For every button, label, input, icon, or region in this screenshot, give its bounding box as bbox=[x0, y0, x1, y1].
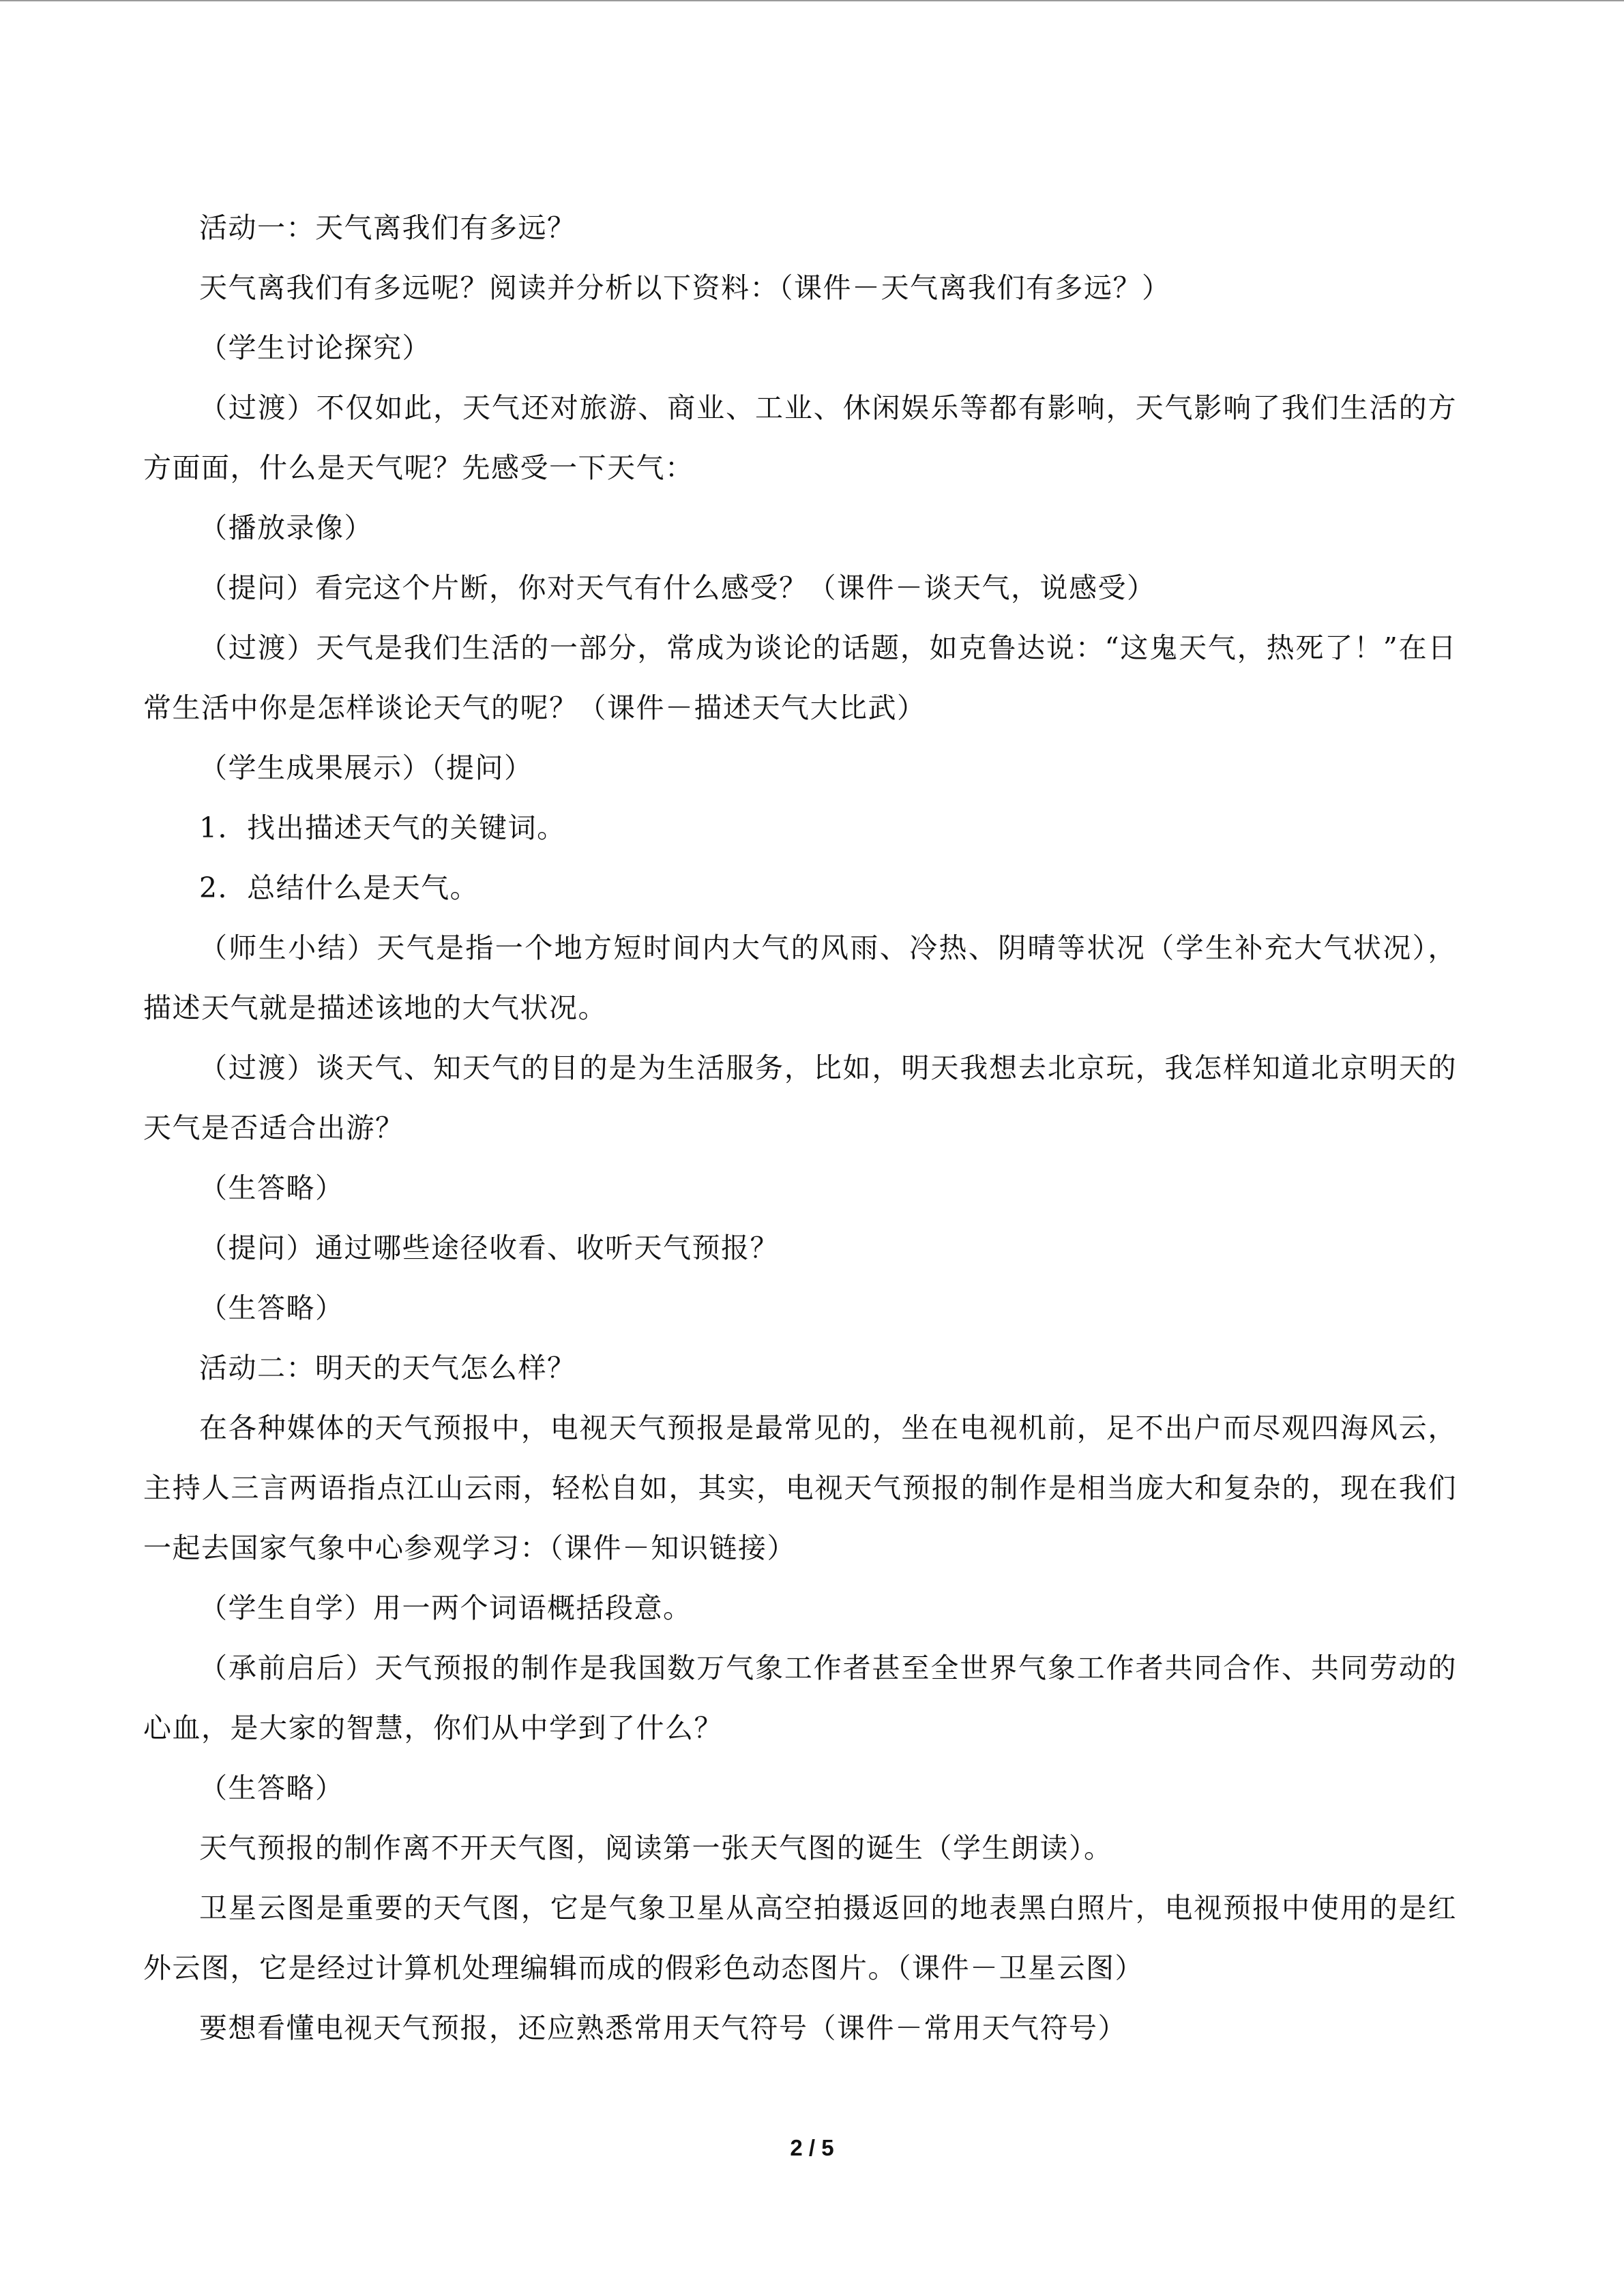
paragraph: （生答略） bbox=[199, 1772, 344, 1804]
paragraph: （提问）通过哪些途径收看、收听天气预报？ bbox=[199, 1232, 779, 1264]
paragraph: （提问）看完这个片断，你对天气有什么感受？（课件－谈天气，说感受） bbox=[199, 571, 1156, 604]
paragraph: （学生成果展示）（提问） bbox=[199, 751, 533, 784]
paragraph: （学生自学）用一两个词语概括段意。 bbox=[199, 1592, 692, 1624]
paragraph: （过渡）天气是我们生活的一部分，常成为谈论的话题，如克鲁达说：“这鬼天气，热死了！”在日常生活中你是怎样谈论天气的呢？（课件－描述天气大比武） bbox=[143, 631, 1457, 724]
list-item: 2．总结什么是天气。 bbox=[199, 871, 479, 904]
paragraph: 天气离我们有多远呢？阅读并分析以下资料：（课件－天气离我们有多远？） bbox=[199, 271, 1171, 304]
paragraph-activity-two-heading: 活动二：明天的天气怎么样？ bbox=[199, 1352, 576, 1384]
page-number: 2 / 5 bbox=[790, 2135, 834, 2160]
paragraph: （生答略） bbox=[199, 1292, 344, 1324]
list-item: 1．找出描述天气的关键词。 bbox=[199, 811, 566, 844]
paragraph: 天气预报的制作离不开天气图，阅读第一张天气图的诞生（学生朗读）。 bbox=[199, 1832, 1113, 1864]
paragraph: 要想看懂电视天气预报，还应熟悉常用天气符号（课件－常用天气符号） bbox=[199, 2012, 1127, 2044]
paragraph: （承前启后）天气预报的制作是我国数万气象工作者甚至全世界气象工作者共同合作、共同劳动的心血，是大家的智慧，你们从中学到了什么？ bbox=[143, 1652, 1457, 1744]
paragraph: （过渡）不仅如此，天气还对旅游、商业、工业、休闲娱乐等都有影响，天气影响了我们生活的方方面面，什么是天气呢？先感受一下天气： bbox=[143, 391, 1457, 484]
paragraph: 卫星云图是重要的天气图，它是气象卫星从高空拍摄返回的地表黑白照片，电视预报中使用的是红外云图，它是经过计算机处理编辑而成的假彩色动态图片。（课件－卫星云图） bbox=[143, 1892, 1457, 1984]
paragraph: （学生讨论探究） bbox=[199, 331, 431, 364]
paragraph: 在各种媒体的天气预报中，电视天气预报是最常见的，坐在电视机前，足不出户而尽观四海风云，主持人三言两语指点江山云雨，轻松自如，其实，电视天气预报的制作是相当庞大和复杂的，现在我们一起去国家气象中心参观学习：（课件－知识链接） bbox=[143, 1412, 1457, 1564]
paragraph: （师生小结）天气是指一个地方短时间内大气的风雨、冷热、阴晴等状况（学生补充大气状况），描述天气就是描述该地的大气状况。 bbox=[143, 931, 1457, 1024]
paragraph: （过渡）谈天气、知天气的目的是为生活服务，比如，明天我想去北京玩，我怎样知道北京明天的天气是否适合出游？ bbox=[143, 1052, 1457, 1144]
top-border-line bbox=[0, 0, 1624, 1]
paragraph: （生答略） bbox=[199, 1172, 344, 1204]
paragraph-activity-one-heading: 活动一：天气离我们有多远？ bbox=[199, 211, 576, 244]
paragraph: （播放录像） bbox=[199, 511, 373, 544]
document-body bbox=[143, 198, 1457, 2058]
